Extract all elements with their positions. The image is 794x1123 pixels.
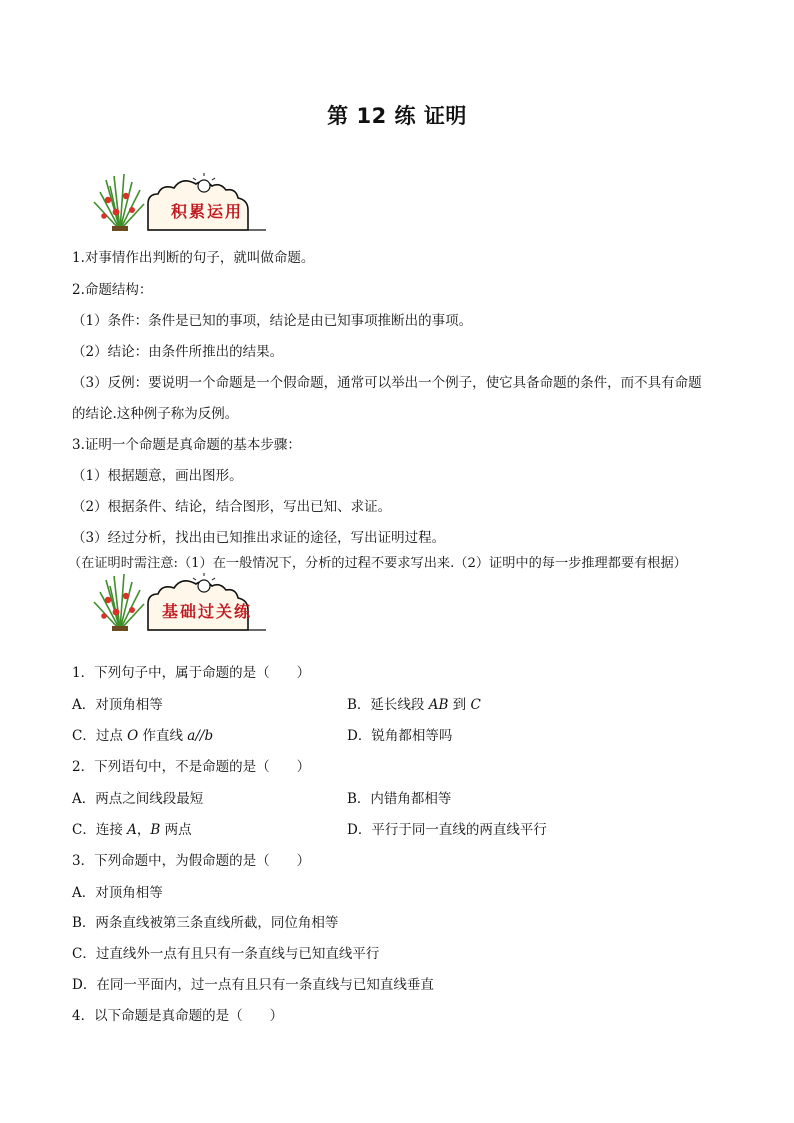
q1-option-a: A．对顶角相等 — [72, 697, 163, 713]
q1-option-c — [72, 726, 213, 746]
note-2-1: （1）条件：条件是已知的事项，结论是由已知事项推断出的事项。 — [72, 313, 473, 329]
note-3: 3.证明一个命题是真命题的基本步骤： — [72, 437, 301, 453]
q2-option-c — [72, 820, 192, 840]
q2-option-d: D．平行于同一直线的两直线平行 — [347, 822, 547, 838]
q2-option-b: B．内错角都相等 — [347, 791, 452, 807]
q1-option-c-math-2: a//b — [187, 728, 214, 744]
q1-option-c-text-2: 作直线 — [138, 728, 188, 744]
q2-option-c-math-2: B — [150, 822, 161, 838]
q1-option-d: D．锐角都相等吗 — [347, 728, 453, 744]
section-header-accumulate — [86, 172, 276, 234]
q1-option-b-text: B．延长线段 — [347, 697, 429, 713]
q3-option-c: C．过直线外一点有且只有一条直线与已知直线平行 — [72, 946, 380, 962]
note-2-3b: 的结论.这种例子称为反例。 — [72, 406, 239, 422]
q4-stem: 4．以下命题是真命题的是（ ） — [72, 1008, 284, 1024]
page-title: 第 12 练 证明 — [327, 104, 467, 128]
q3-option-d: D．在同一平面内，过一点有且只有一条直线与已知直线垂直 — [72, 977, 434, 993]
note-3-3: （3）经过分析，找出由已知推出求证的途径，写出证明过程。 — [72, 530, 446, 546]
section-header-basic — [86, 572, 276, 634]
q3-stem: 3．下列命题中，为假命题的是（ ） — [72, 853, 311, 869]
q2-option-c-math-1: A — [127, 822, 137, 838]
q2-option-a: A．两点之间线段最短 — [72, 791, 204, 807]
note-2: 2.命题结构： — [72, 282, 153, 298]
note-2-2: （2）结论：由条件所推出的结果。 — [72, 344, 284, 360]
q2-option-c-text-2: ， — [136, 822, 151, 838]
q3-option-a: A．对顶角相等 — [72, 885, 163, 901]
note-3-1: （1）根据题意，画出图形。 — [72, 468, 243, 484]
note-3-2: （2）根据条件、结论，结合图形，写出已知、求证。 — [72, 499, 392, 515]
note-3-remark: （在证明时需注意:（1）在一般情况下，分析的过程不要求写出来.（2）证明中的每一步推理都要有根据） — [68, 556, 687, 571]
section-title-basic: 基础过关练 — [161, 602, 252, 621]
q1-option-c-text: C．过点 — [72, 728, 128, 744]
q1-option-b-text-2: 到 — [448, 697, 471, 713]
note-1: 1.对事情作出判断的句子，就叫做命题。 — [72, 250, 315, 266]
q2-option-c-text-3: 两点 — [160, 822, 192, 838]
q1-option-c-math-1: O — [127, 728, 139, 744]
q1-option-b-math-1: AB — [428, 697, 449, 713]
q2-option-c-text: C．连接 — [72, 822, 128, 838]
q2-stem: 2．下列语句中，不是命题的是（ ） — [72, 759, 311, 775]
note-2-3a: （3）反例：要说明一个命题是一个假命题，通常可以举出一个例子，使它具备命题的条件，而不具有命题 — [72, 375, 702, 391]
q3-option-b: B．两条直线被第三条直线所截，同位角相等 — [72, 915, 339, 931]
q1-option-b-math-2: C — [470, 697, 481, 713]
q1-option-b — [347, 695, 481, 715]
section-title-accumulate: 积累运用 — [170, 202, 243, 221]
q1-stem: 1．下列句子中，属于命题的是（ ） — [72, 665, 311, 681]
